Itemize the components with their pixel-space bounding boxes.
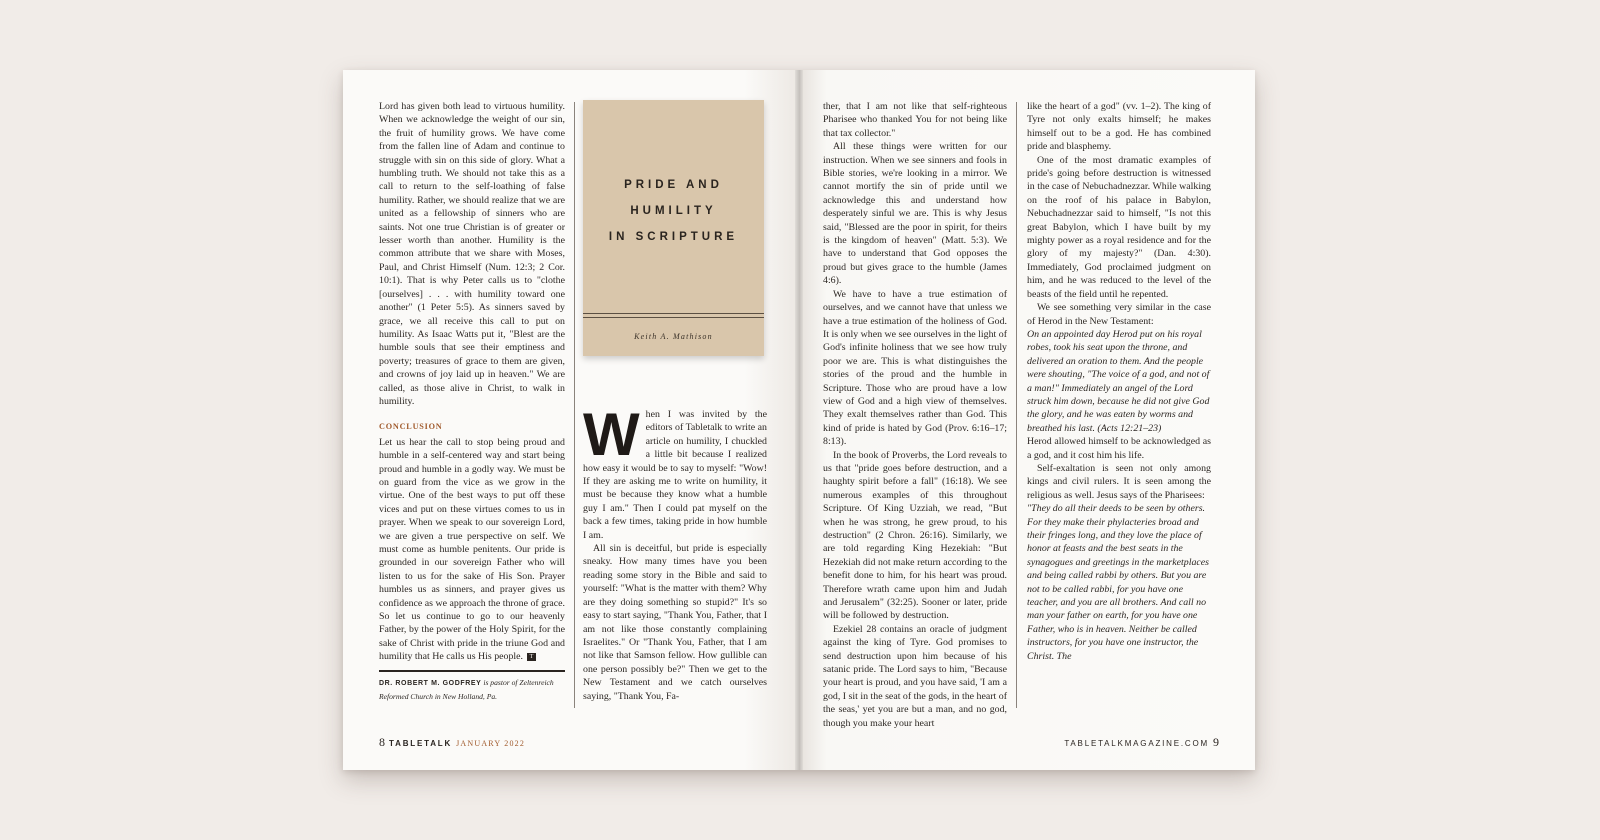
body-paragraph: All these things were written for our instruction. When we see sinners and fools in Bible stories, we're looking in a mirror. We cannot mortify the sin of pride until we acknowledge this and understand how desperately sinful we are. This is why Jesus said, "Blessed are the poor in spirit, for theirs is the kingdom of heaven" (Matt. 5:3). We have to understand that God opposes the proud but gives grace to the humble (James 4:6). — [823, 141, 1007, 287]
column-divider — [574, 102, 575, 708]
body-paragraph: hen I was invited by the editors of Tabletalk to write an article on humility, I chuckled a little bit because I realized how easy it would be to say to myself: "Wow! If they are asking me to write on humility, it must be because they know what a humble guy I am." Then I could pat myself on the back a few times, taking pride in how humble I am. — [583, 409, 767, 541]
body-paragraph: We have to have a true estimation of ourselves, and we cannot have that unless we have a true estimation of the holiness of God. It is only when we see ourselves in the light of God's infinite holiness that we see how truly poor we are. This is what distinguishes the stories of the proud and the humble in Scripture. Those who are proud have a low view of God and a high view of themselves. They exalt themselves rather than God. This kind of pride is hated by God (Prov. 6:16–17; 8:13). — [823, 288, 1007, 448]
conclusion-heading: CONCLUSION — [379, 422, 443, 432]
body-paragraph: like the heart of a god" (vv. 1–2). The king of Tyre not only exalts himself; he makes himself out to be a god. He has combined pride and blasphemy. — [1027, 101, 1211, 153]
bio-text: is pastor of Zeltenreich Reformed Church in New Holland, Pa. — [379, 677, 554, 701]
conclusion-paragraph — [379, 436, 565, 664]
magazine-website: TABLETALKMAGAZINE.COM — [1064, 739, 1209, 748]
body-paragraph: Ezekiel 28 contains an oracle of judgment against the king of Tyre. God promises to send destruction upon him because of his satanic pride. The Lord says to him, "Because your heart is proud, and you have said, 'I am a god, I sit in the seat of the gods, in the heart of the seas,' yet you are but a man, and no god, though you make your heart — [823, 623, 1007, 729]
folio-right — [1064, 735, 1219, 750]
book-title-line: HUMILITY — [630, 205, 717, 217]
drop-cap: W — [583, 401, 640, 468]
issue-date: JANUARY 2022 — [456, 739, 526, 748]
book-rules — [583, 313, 764, 321]
left-page — [343, 70, 799, 770]
body-paragraph: One of the most dramatic examples of pride's going before destruction is witnessed in the case of Nebuchadnezzar. While walking on the roof of his palace in Babylon, Nebuchadnezzar said to himself, "Is not this great Babylon, which I have built by my mighty power as a royal residence and for the glory of my majesty?" (Dan. 4:30). Immediately, God proclaimed judgment on him, and he was reduced to the level of the beasts of the field until he repented. — [1027, 154, 1211, 300]
book-author: Keith A. Mathison — [634, 332, 713, 341]
right-page — [799, 70, 1255, 770]
body-paragraph: We see something very similar in the case of Herod in the New Testament: — [1027, 302, 1211, 327]
body-paragraph: All sin is deceitful, but pride is especially sneaky. How many times have you been reading some story in the Bible and said to yourself: "What is the matter with them? Why are they doing something so stupid?" It's so easy to start saying, "Thank You, Father, that I am not like those constantly complaining Israelites." Or "Thank You, Father, that I am not like that Samson fellow. How gullible can one person possibly be?" Then we get to the New Testament and we catch ourselves saying, "Thank You, Fa- — [583, 543, 767, 702]
book-cover-image — [583, 100, 764, 356]
bio-name: DR. ROBERT M. GODFREY — [379, 679, 482, 687]
body-paragraph: ther, that I am not like that self-righteous Pharisee who thanked You for not being like that tax collector." — [823, 101, 1007, 139]
author-bio — [379, 670, 565, 703]
magazine-name: TABLETALK — [389, 739, 453, 748]
folio-left — [379, 735, 525, 750]
article-start — [583, 401, 767, 703]
page-number: 8 — [379, 735, 385, 749]
block-quote: "They do all their deeds to be seen by others. For they make their phylacteries broad and their fringes long, and they love the place of honor at feasts and the best seats in the synagogues and greetings in the marketplaces and being called rabbi by others. But you are not to be called rabbi, for you have one teacher, and you are all brothers. And call no man your father on earth, for you have one Father, who is in heaven. Neither be called instructors, for you have one instructor, the Christ. The — [1027, 503, 1210, 662]
page-number: 9 — [1213, 735, 1219, 749]
column-divider — [1016, 102, 1017, 708]
body-paragraph: Herod allowed himself to be acknowledged as a god, and it cost him his life. — [1027, 436, 1211, 461]
end-mark-icon: T — [527, 653, 536, 661]
block-quote: On an appointed day Herod put on his royal robes, took his seat upon the throne, and delivered an oration to them. And the people were shouting, "The voice of a god, and not of a man!" Immediately an angel of the Lord struck him down, because he did not give God the glory, and he was eaten by worms and breathed his last. (Acts 12:21–23) — [1027, 328, 1210, 434]
right-column-1 — [823, 100, 1007, 730]
magazine-spread — [343, 70, 1255, 770]
body-paragraph: Lord has given both lead to virtuous humility. When we acknowledge the weight of our sin, the fruit of humility grows. We have come from the fallen line of Adam and continue to struggle with sin on this side of glory. What a humbling truth. We should not take this as a call to return to the self-loathing of false humility. Rather, we should realize that we are united as a fellowship of sinners who are saints. Not one true Christian is of greater or lesser worth than another. Humility is the common attribute that we share with Moses, Paul, and Christ Himself (Num. 12:3; 2 Cor. 10:1). That is why Peter calls us to "clothe [ourselves] . . . with humility toward one another" (1 Peter 5:5). As sinners saved by grace, we all receive this call to put on humility. As Isaac Watts put it, "Blest are the humble souls that see their emptiness and poverty; treasures of grace to them are given, and crowns of joy laid up in heaven." We are called, as those alive in Christ, to walk in humility. — [379, 101, 565, 407]
book-title — [583, 172, 764, 250]
right-column-2 — [1027, 100, 1211, 663]
spine-gutter — [795, 70, 803, 770]
left-column-1 — [379, 100, 565, 703]
book-title-line: IN SCRIPTURE — [608, 231, 739, 243]
body-paragraph: Self-exaltation is seen not only among kings and civil rulers. It is seen among the religious as well. Jesus says of the Pharisees: — [1027, 462, 1211, 501]
book-title-line: PRIDE AND — [624, 179, 723, 191]
body-paragraph: In the book of Proverbs, the Lord reveals to us that "pride goes before destruction, and a haughty spirit before a fall" (16:18). We see numerous examples of this throughout Scripture. Of King Uzziah, we read, "But when he was strong, he grew proud, to his destruction" (2 Chron. 26:16). Similarly, we are told regarding King Hezekiah: "But Hezekiah did not make return according to the benefit done to him, for his heart was proud. Therefore wrath came upon him and Judah and Jerusalem" (32:25). Sooner or later, pride will be followed by destruction. — [823, 449, 1007, 622]
conclusion-text: Let us hear the call to stop being proud and humble in a self-centered way and start being proud and humble in a godly way. We must be on guard from the vice as we grow in the virtue. One of the best ways to put off these vices and put on these virtues comes to us in prayer. When we speak to our sovereign Lord, we are given a true perspective on self. We must come as humble penitents. Our pride is grounded in our sovereign Father who will listen to us for the sake of His Son. Prayer humbles us as sinners, and prayer gives us confidence as we approach the throne of grace. So let us continue to go to our heavenly Father, by the power of the Holy Spirit, for the sake of Christ with pride in the triune God and humility that He calls us His people. — [379, 436, 565, 663]
